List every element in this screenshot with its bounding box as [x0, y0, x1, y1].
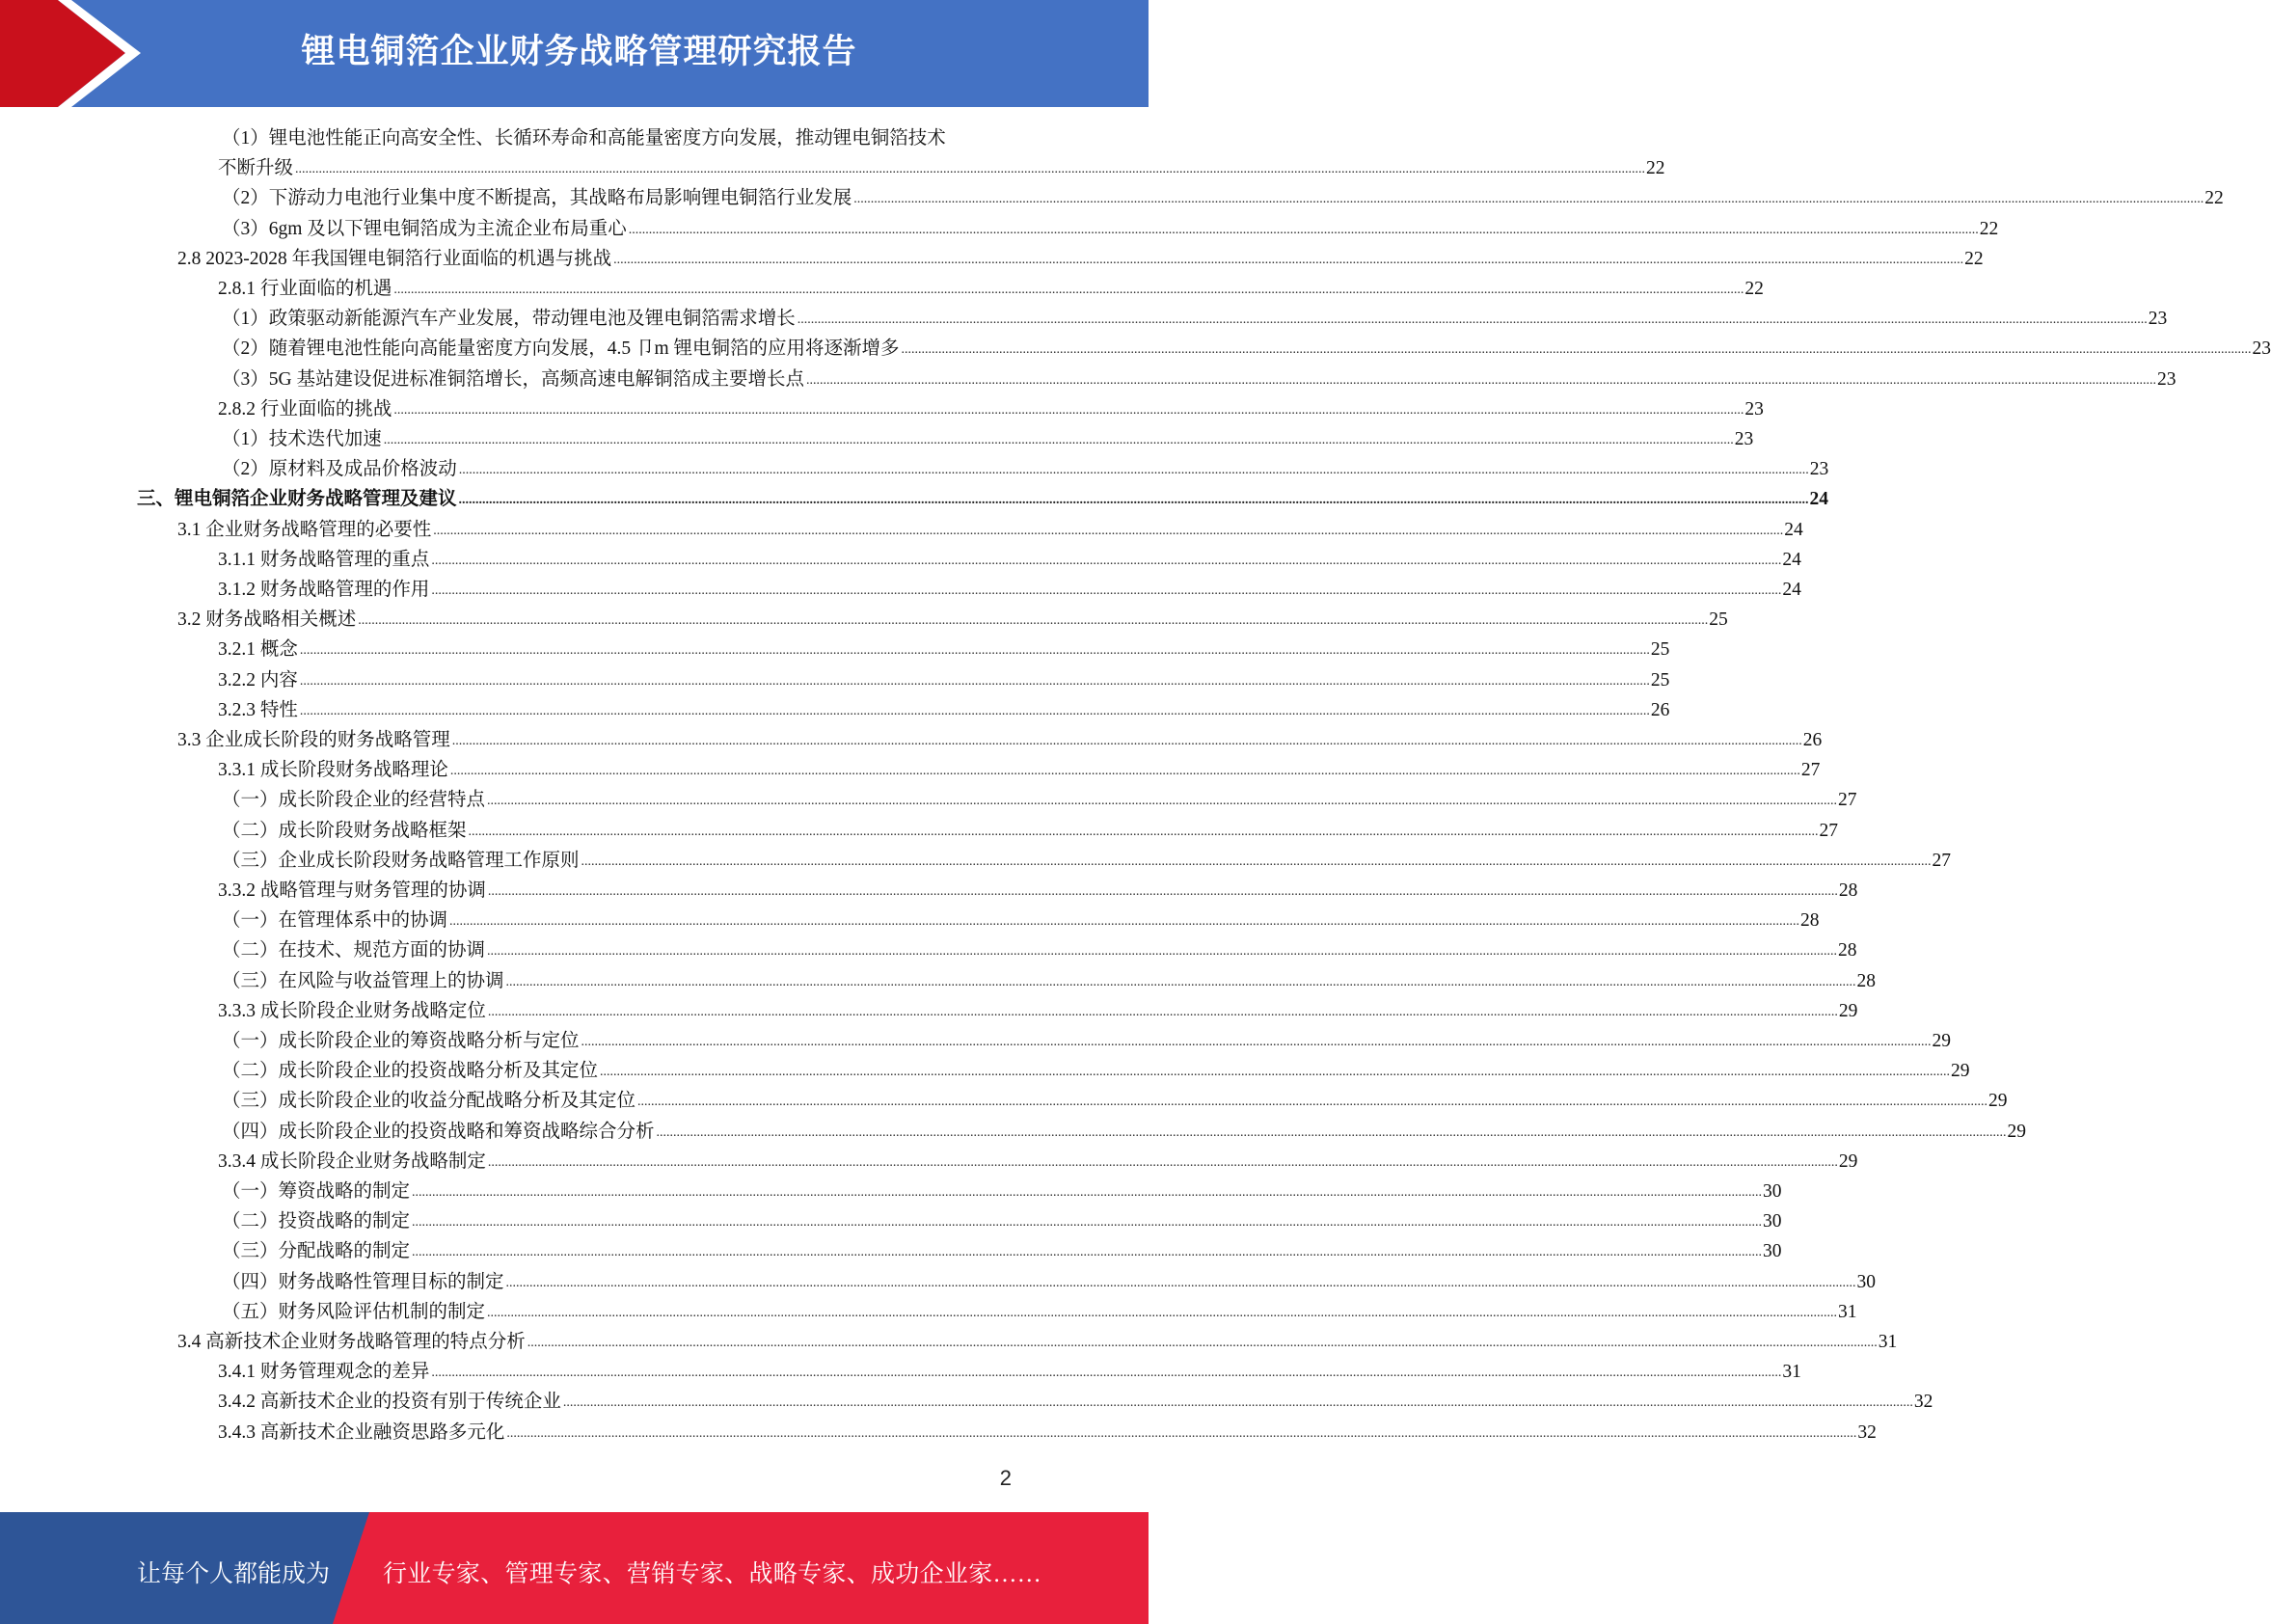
toc-entry[interactable] — [222, 454, 1829, 484]
toc-entry[interactable] — [218, 755, 1821, 785]
toc-entry[interactable] — [222, 1267, 1877, 1297]
toc-entry[interactable] — [177, 244, 1984, 274]
toc-entry-title: （2）下游动力电池行业集中度不断提高，其战略布局影响锂电铜箔行业发展 — [222, 188, 852, 209]
toc-dot-leader: ................................................................................................................................................................................................................................................................................................................................................................................................................ — [901, 342, 2252, 358]
toc-entry[interactable] — [137, 484, 1829, 514]
toc-dot-leader: ................................................................................................................................................................................................................................................................................................................................................................................................................ — [299, 703, 1650, 718]
toc-entry[interactable] — [218, 1418, 1877, 1448]
toc-dot-leader: ................................................................................................................................................................................................................................................................................................................................................................................................................ — [487, 794, 1838, 809]
toc-dot-leader: ................................................................................................................................................................................................................................................................................................................................................................................................................ — [458, 493, 1809, 508]
toc-entry[interactable] — [218, 575, 1801, 605]
toc-entry-title: 三、锂电铜箔企业财务战略管理及建议 — [137, 489, 457, 510]
toc-entry-title: 3.4.1 财务管理观念的差异 — [218, 1362, 430, 1383]
toc-entry-page: 32 — [1913, 1392, 1933, 1413]
toc-dot-leader: ................................................................................................................................................................................................................................................................................................................................................................................................................ — [299, 643, 1650, 659]
toc-entry[interactable] — [222, 183, 2224, 213]
toc-dot-leader: ................................................................................................................................................................................................................................................................................................................................................................................................................ — [805, 372, 2156, 388]
toc-dot-leader: ................................................................................................................................................................................................................................................................................................................................................................................................................ — [383, 433, 1734, 447]
toc-entry[interactable] — [218, 635, 1670, 664]
toc-entry-page: 24 — [1782, 580, 1801, 600]
toc-entry-page: 27 — [1819, 820, 1839, 841]
toc-entry-page: 23 — [2148, 309, 2168, 330]
toc-entry[interactable] — [218, 996, 1858, 1026]
toc-entry[interactable] — [222, 1117, 2027, 1147]
footer-slogan-left: 让每个人都能成为 — [137, 1561, 331, 1587]
toc-entry[interactable] — [218, 274, 1764, 304]
toc-dot-leader: ................................................................................................................................................................................................................................................................................................................................................................................................................ — [431, 1366, 1782, 1381]
toc-entry[interactable] — [177, 515, 1803, 545]
toc-entry-page: 30 — [1763, 1211, 1782, 1232]
toc-entry[interactable] — [222, 1026, 1952, 1056]
toc-dot-leader: ................................................................................................................................................................................................................................................................................................................................................................................................................ — [433, 523, 1784, 538]
page-number: 2 — [999, 1466, 1012, 1490]
toc-entry-title: 3.1 企业财务战略管理的必要性 — [177, 519, 432, 540]
toc-dot-leader: ................................................................................................................................................................................................................................................................................................................................................................................................................ — [412, 1185, 1763, 1200]
toc-entry-title: （三）在风险与收益管理上的协调 — [222, 970, 504, 991]
toc-entry[interactable] — [218, 394, 1764, 424]
toc-entry[interactable] — [222, 424, 1754, 454]
toc-entry-page: 22 — [2204, 188, 2224, 209]
toc-entry[interactable] — [218, 1147, 1858, 1177]
toc-entry-title: （四）成长阶段企业的投资战略和筹资战略综合分析 — [222, 1121, 655, 1142]
toc-entry[interactable] — [222, 906, 1820, 935]
toc-entry-page: 25 — [1650, 639, 1670, 661]
toc-entry-title: （二）成长阶段财务战略框架 — [222, 820, 467, 841]
toc-dot-leader: ................................................................................................................................................................................................................................................................................................................................................................................................................ — [600, 1065, 1951, 1080]
toc-entry-title: （二）投资战略的制定 — [222, 1211, 411, 1232]
toc-dot-leader: ................................................................................................................................................................................................................................................................................................................................................................................................................ — [431, 583, 1782, 598]
toc-entry[interactable] — [222, 935, 1857, 965]
toc-dot-leader: ................................................................................................................................................................................................................................................................................................................................................................................................................ — [412, 1245, 1763, 1260]
page-footer — [0, 1512, 1149, 1624]
toc-entry[interactable] — [218, 665, 1670, 695]
toc-dot-leader: ................................................................................................................................................................................................................................................................................................................................................................................................................ — [506, 1425, 1857, 1441]
toc-entry-page: 29 — [1838, 1150, 1858, 1172]
toc-entry-title: 3.3 企业成长阶段的财务战略管理 — [177, 730, 450, 750]
toc-entry-title: （3）6gm 及以下锂电铜箔成为主流企业布局重心 — [222, 218, 627, 239]
toc-dot-leader: ................................................................................................................................................................................................................................................................................................................................................................................................................ — [393, 283, 1744, 297]
toc-entry-page: 29 — [1838, 1000, 1858, 1021]
toc-entry-page: 22 — [1646, 158, 1665, 179]
toc-entry[interactable] — [177, 1327, 1898, 1357]
toc-entry-title: 3.3.1 成长阶段财务战略理论 — [218, 760, 448, 781]
toc-entry-page: 29 — [1932, 1031, 1952, 1051]
toc-entry[interactable] — [222, 1236, 1782, 1266]
toc-entry-page: 31 — [1878, 1332, 1898, 1352]
toc-entry[interactable] — [222, 334, 2271, 364]
toc-dot-leader: ................................................................................................................................................................................................................................................................................................................................................................................................................ — [637, 1095, 1988, 1110]
toc-dot-leader: ................................................................................................................................................................................................................................................................................................................................................................................................................ — [656, 1124, 2007, 1140]
toc-entry-page: 23 — [1734, 429, 1754, 449]
toc-entry-title: 3.4.2 高新技术企业的投资有别于传统企业 — [218, 1392, 561, 1413]
toc-entry[interactable] — [222, 1177, 1782, 1206]
toc-entry-page: 28 — [1800, 910, 1820, 932]
toc-dot-leader: ................................................................................................................................................................................................................................................................................................................................................................................................................ — [393, 402, 1744, 418]
toc-entry-title: 2.8 2023-2028 年我国锂电铜箔行业面临的机遇与挑战 — [177, 248, 612, 269]
toc-entry[interactable] — [177, 725, 1823, 755]
toc-entry-page: 22 — [1744, 279, 1764, 299]
toc-entry-page: 28 — [1856, 970, 1877, 991]
toc-entry[interactable] — [218, 1387, 1933, 1417]
toc-dot-leader: ................................................................................................................................................................................................................................................................................................................................................................................................................ — [487, 1305, 1838, 1320]
toc-dot-leader: ................................................................................................................................................................................................................................................................................................................................................................................................................ — [562, 1395, 1913, 1411]
page-header — [0, 0, 1149, 107]
toc-entry-page: 29 — [1988, 1091, 2008, 1112]
toc-entry-title: 3.4 高新技术企业财务战略管理的特点分析 — [177, 1332, 526, 1352]
toc-entry-page: 30 — [1763, 1181, 1782, 1202]
footer-slogan-right: 行业专家、管理专家、营销专家、战略专家、成功企业家…… — [383, 1561, 1042, 1587]
toc-entry-title: 3.2 财务战略相关概述 — [177, 609, 357, 631]
toc-dot-leader: ................................................................................................................................................................................................................................................................................................................................................................................................................ — [468, 824, 1819, 839]
toc-entry-title: （2）随着锂电池性能向高能量密度方向发展，4.5 卩m 锂电铜箔的应用将逐渐增多 — [222, 338, 900, 360]
toc-entry-page: 30 — [1856, 1271, 1877, 1292]
toc-entry-title: 3.2.2 内容 — [218, 669, 298, 690]
toc-entry-title: （1）政策驱动新能源汽车产业发展，带动锂电池及锂电铜箔需求增长 — [222, 309, 796, 330]
toc-entry-title: （五）财务风险评估机制的制定 — [222, 1301, 486, 1322]
toc-entry[interactable] — [222, 304, 2168, 334]
toc-dot-leader: ................................................................................................................................................................................................................................................................................................................................................................................................................ — [581, 1035, 1932, 1049]
toc-entry-page: 23 — [1809, 459, 1829, 480]
toc-entry[interactable] — [218, 545, 1801, 575]
toc-entry-title: 3.3.2 战略管理与财务管理的协调 — [218, 880, 486, 901]
toc-dot-leader: ................................................................................................................................................................................................................................................................................................................................................................................................................ — [431, 553, 1782, 568]
toc-entry-title: 3.4.3 高新技术企业融资思路多元化 — [218, 1421, 505, 1443]
toc-dot-leader: ................................................................................................................................................................................................................................................................................................................................................................................................................ — [505, 1275, 1856, 1290]
toc-entry-title: （三）成长阶段企业的收益分配战略分析及其定位 — [222, 1091, 636, 1112]
toc-entry-page: 24 — [1809, 489, 1829, 510]
toc-entry-page: 28 — [1838, 880, 1858, 901]
toc-entry-title: （二）在技术、规范方面的协调 — [222, 940, 486, 961]
toc-dot-leader: ................................................................................................................................................................................................................................................................................................................................................................................................................ — [487, 1004, 1838, 1019]
toc-entry-page: 25 — [1650, 669, 1670, 690]
toc-entry-title: 3.1.2 财务战略管理的作用 — [218, 580, 430, 600]
toc-entry-page: 29 — [2007, 1121, 2027, 1142]
toc-dot-leader: ................................................................................................................................................................................................................................................................................................................................................................................................................ — [613, 252, 1964, 267]
toc-entry[interactable] — [222, 846, 1952, 876]
toc-dot-leader: ................................................................................................................................................................................................................................................................................................................................................................................................................ — [853, 192, 2204, 207]
toc-dot-leader: ................................................................................................................................................................................................................................................................................................................................................................................................................ — [581, 853, 1932, 869]
toc-entry[interactable] — [222, 1056, 1970, 1086]
toc-entry-title: 3.1.1 财务战略管理的重点 — [218, 549, 430, 570]
toc-entry-page: 31 — [1838, 1301, 1857, 1322]
toc-entry[interactable] — [222, 816, 1839, 846]
toc-dot-leader: ................................................................................................................................................................................................................................................................................................................................................................................................................ — [449, 914, 1800, 930]
toc-entry-title: （一）筹资战略的制定 — [222, 1181, 411, 1202]
toc-entry-page: 24 — [1784, 519, 1803, 540]
toc-dot-leader: ................................................................................................................................................................................................................................................................................................................................................................................................................ — [797, 312, 2148, 328]
toc-entry[interactable] — [222, 1086, 2008, 1116]
toc-entry-page: 26 — [1802, 730, 1823, 750]
toc-entry-page: 31 — [1782, 1362, 1801, 1383]
toc-dot-leader: ................................................................................................................................................................................................................................................................................................................................................................................................................ — [505, 974, 1856, 989]
toc-entry-title: 不断升级 — [218, 158, 294, 179]
toc-entry-title: （3）5G 基站建设促进标准铜箔增长，高频高速电解铜箔成主要增长点 — [222, 368, 804, 390]
toc-entry-title: （三）企业成长阶段财务战略管理工作原则 — [222, 850, 580, 871]
toc-entry-page: 24 — [1782, 549, 1801, 570]
toc-entry-page: 32 — [1857, 1421, 1877, 1443]
toc-entry-wrapped-line: （1）锂电池性能正向高安全性、长循环寿命和高能量密度方向发展，推动锂电铜箔技术 — [222, 128, 946, 149]
toc-entry-title: （二）成长阶段企业的投资战略分析及其定位 — [222, 1061, 599, 1082]
toc-entry[interactable] — [218, 1357, 1801, 1387]
toc-entry-page: 27 — [1932, 850, 1952, 871]
toc-entry-page: 29 — [1951, 1061, 1970, 1082]
toc-dot-leader: ................................................................................................................................................................................................................................................................................................................................................................................................................ — [449, 764, 1800, 779]
toc-entry-page: 27 — [1800, 760, 1821, 781]
toc-entry[interactable] — [218, 153, 1665, 183]
toc-entry-page: 22 — [1964, 248, 1984, 269]
toc-entry-title: （2）原材料及成品价格波动 — [222, 459, 457, 480]
toc-entry-page: 25 — [1709, 609, 1728, 631]
toc-dot-leader: ................................................................................................................................................................................................................................................................................................................................................................................................................ — [628, 222, 1979, 237]
toc-entry[interactable] — [222, 785, 1857, 815]
toc-dot-leader: ................................................................................................................................................................................................................................................................................................................................................................................................................ — [295, 162, 1646, 177]
toc-entry[interactable] — [218, 695, 1670, 725]
toc-entry-title: 3.3.3 成长阶段企业财务战略定位 — [218, 1000, 486, 1021]
toc-entry-page: 23 — [1744, 398, 1764, 420]
toc-dot-leader: ................................................................................................................................................................................................................................................................................................................................................................................................................ — [451, 734, 1802, 748]
report-title: 锂电铜箔企业财务战略管理研究报告 — [301, 33, 857, 71]
toc-dot-leader: ................................................................................................................................................................................................................................................................................................................................................................................................................ — [527, 1336, 1878, 1350]
toc-entry-page: 23 — [2252, 338, 2271, 360]
toc-entry[interactable] — [222, 1297, 1857, 1327]
toc-dot-leader: ................................................................................................................................................................................................................................................................................................................................................................................................................ — [412, 1215, 1763, 1231]
toc-entry-title: （1）技术迭代加速 — [222, 429, 382, 449]
toc-entry-title: 3.2.3 特性 — [218, 699, 298, 720]
toc-entry[interactable] — [177, 605, 1728, 635]
toc-dot-leader: ................................................................................................................................................................................................................................................................................................................................................................................................................ — [299, 673, 1650, 689]
toc-dot-leader: ................................................................................................................................................................................................................................................................................................................................................................................................................ — [487, 1154, 1838, 1170]
toc-entry-title: 2.8.2 行业面临的挑战 — [218, 398, 392, 420]
toc-entry[interactable] — [222, 214, 1999, 244]
toc-dot-leader: ................................................................................................................................................................................................................................................................................................................................................................................................................ — [487, 944, 1838, 960]
toc-entry-page: 27 — [1838, 790, 1857, 811]
toc-entry[interactable] — [222, 966, 1877, 996]
toc-entry-title: （四）财务战略性管理目标的制定 — [222, 1271, 504, 1292]
toc-entry-page: 26 — [1650, 699, 1670, 720]
toc-dot-leader: ................................................................................................................................................................................................................................................................................................................................................................................................................ — [458, 463, 1809, 478]
toc-entry-title: 3.3.4 成长阶段企业财务战略制定 — [218, 1150, 486, 1172]
toc-entry-title: （一）在管理体系中的协调 — [222, 910, 448, 932]
toc-entry[interactable] — [218, 876, 1858, 906]
toc-dot-leader: ................................................................................................................................................................................................................................................................................................................................................................................................................ — [487, 884, 1838, 899]
toc-entry-page: 22 — [1979, 218, 1999, 239]
toc-entry-page: 30 — [1763, 1241, 1782, 1262]
toc-entry-title: （一）成长阶段企业的筹资战略分析与定位 — [222, 1031, 580, 1051]
toc-entry-title: 2.8.1 行业面临的机遇 — [218, 279, 392, 299]
toc-entry-page: 23 — [2156, 368, 2176, 390]
toc-entry[interactable] — [222, 365, 2176, 394]
toc-dot-leader: ................................................................................................................................................................................................................................................................................................................................................................................................................ — [358, 613, 1709, 629]
toc-entry-title: 3.2.1 概念 — [218, 639, 298, 661]
toc-entry-page: 28 — [1838, 940, 1857, 961]
toc-entry[interactable] — [222, 1206, 1782, 1236]
toc-entry-title: （三）分配战略的制定 — [222, 1241, 411, 1262]
toc-entry-title: （一）成长阶段企业的经营特点 — [222, 790, 486, 811]
